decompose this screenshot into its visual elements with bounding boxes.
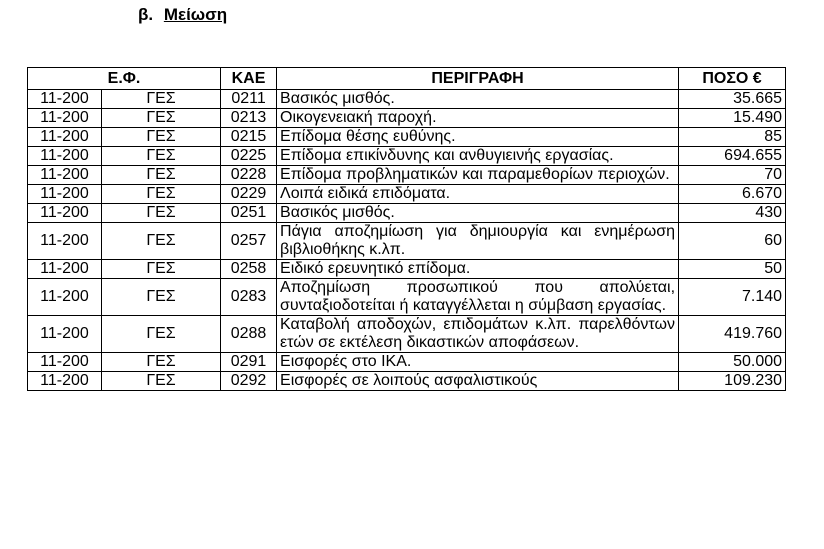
table-row	[28, 185, 786, 204]
kae-cell: 0225	[221, 147, 277, 166]
amount-cell: 109.230	[679, 372, 786, 391]
table-row	[28, 353, 786, 372]
ef-code-cell: 11-200	[28, 90, 102, 109]
description-cell: Εισφορές στο ΙΚΑ.	[277, 353, 679, 372]
ef-org-cell: ΓΕΣ	[102, 372, 221, 391]
table-row	[28, 223, 786, 260]
description-cell: Επίδομα θέσης ευθύνης.	[277, 128, 679, 147]
description-cell: Ειδικό ερευνητικό επίδομα.	[277, 260, 679, 279]
ef-org-cell: ΓΕΣ	[102, 316, 221, 353]
ef-code-cell: 11-200	[28, 372, 102, 391]
table-row	[28, 128, 786, 147]
ef-code-cell: 11-200	[28, 260, 102, 279]
header-amount: ΠΟΣΟ €	[679, 68, 786, 90]
amount-cell: 694.655	[679, 147, 786, 166]
kae-cell: 0257	[221, 223, 277, 260]
table-row	[28, 109, 786, 128]
ef-org-cell: ΓΕΣ	[102, 204, 221, 223]
description-cell: Καταβολή αποδοχών, επιδομάτων κ.λπ. παρελθόντων ετών σε εκτέλεση δικαστικών αποφάσεων.	[277, 316, 679, 353]
section-marker: β.	[138, 5, 154, 24]
ef-code-cell: 11-200	[28, 353, 102, 372]
table-row	[28, 372, 786, 391]
description-cell: Βασικός μισθός.	[277, 90, 679, 109]
amount-cell: 50.000	[679, 353, 786, 372]
ef-code-cell: 11-200	[28, 109, 102, 128]
table-row	[28, 204, 786, 223]
ef-org-cell: ΓΕΣ	[102, 166, 221, 185]
section-title	[138, 4, 227, 26]
ef-org-cell: ΓΕΣ	[102, 147, 221, 166]
ef-org-cell: ΓΕΣ	[102, 90, 221, 109]
description-cell: Οικογενειακή παροχή.	[277, 109, 679, 128]
header-kae: ΚΑΕ	[221, 68, 277, 90]
amount-cell: 35.665	[679, 90, 786, 109]
kae-cell: 0283	[221, 279, 277, 316]
table-body	[28, 90, 786, 391]
ef-org-cell: ΓΕΣ	[102, 128, 221, 147]
kae-cell: 0213	[221, 109, 277, 128]
kae-cell: 0258	[221, 260, 277, 279]
ef-org-cell: ΓΕΣ	[102, 260, 221, 279]
ef-code-cell: 11-200	[28, 223, 102, 260]
kae-cell: 0211	[221, 90, 277, 109]
amount-cell: 60	[679, 223, 786, 260]
ef-org-cell: ΓΕΣ	[102, 353, 221, 372]
amount-cell: 7.140	[679, 279, 786, 316]
table-row	[28, 166, 786, 185]
table-row	[28, 260, 786, 279]
description-cell: Επίδομα προβληματικών και παραμεθορίων περιοχών.	[277, 166, 679, 185]
ef-org-cell: ΓΕΣ	[102, 185, 221, 204]
amount-cell: 85	[679, 128, 786, 147]
description-cell: Πάγια αποζημίωση για δημιουργία και ενημέρωση βιβλιοθήκης κ.λπ.	[277, 223, 679, 260]
header-description: ΠΕΡΙΓΡΑΦΗ	[277, 68, 679, 90]
budget-reduction-table	[27, 67, 786, 391]
header-ef: Ε.Φ.	[28, 68, 221, 90]
kae-cell: 0215	[221, 128, 277, 147]
ef-code-cell: 11-200	[28, 166, 102, 185]
kae-cell: 0229	[221, 185, 277, 204]
kae-cell: 0291	[221, 353, 277, 372]
amount-cell: 419.760	[679, 316, 786, 353]
kae-cell: 0292	[221, 372, 277, 391]
table-row	[28, 279, 786, 316]
amount-cell: 50	[679, 260, 786, 279]
description-cell: Αποζημίωση προσωπικού που απολύεται, συνταξιοδοτείται ή καταγγέλλεται η σύμβαση εργασίας.	[277, 279, 679, 316]
kae-cell: 0288	[221, 316, 277, 353]
ef-org-cell: ΓΕΣ	[102, 223, 221, 260]
table-row	[28, 90, 786, 109]
ef-code-cell: 11-200	[28, 204, 102, 223]
amount-cell: 15.490	[679, 109, 786, 128]
ef-code-cell: 11-200	[28, 128, 102, 147]
ef-code-cell: 11-200	[28, 316, 102, 353]
ef-code-cell: 11-200	[28, 279, 102, 316]
header-row	[28, 68, 786, 90]
table-header	[28, 68, 786, 90]
amount-cell: 6.670	[679, 185, 786, 204]
table-row	[28, 316, 786, 353]
kae-cell: 0251	[221, 204, 277, 223]
amount-cell: 70	[679, 166, 786, 185]
ef-code-cell: 11-200	[28, 185, 102, 204]
description-cell: Επίδομα επικίνδυνης και ανθυγιεινής εργασίας.	[277, 147, 679, 166]
table-row	[28, 147, 786, 166]
description-cell: Λοιπά ειδικά επιδόματα.	[277, 185, 679, 204]
description-cell: Εισφορές σε λοιπούς ασφαλιστικούς	[277, 372, 679, 391]
ef-org-cell: ΓΕΣ	[102, 279, 221, 316]
ef-code-cell: 11-200	[28, 147, 102, 166]
description-cell: Βασικός μισθός.	[277, 204, 679, 223]
section-title-text: Μείωση	[163, 5, 228, 24]
kae-cell: 0228	[221, 166, 277, 185]
ef-org-cell: ΓΕΣ	[102, 109, 221, 128]
amount-cell: 430	[679, 204, 786, 223]
